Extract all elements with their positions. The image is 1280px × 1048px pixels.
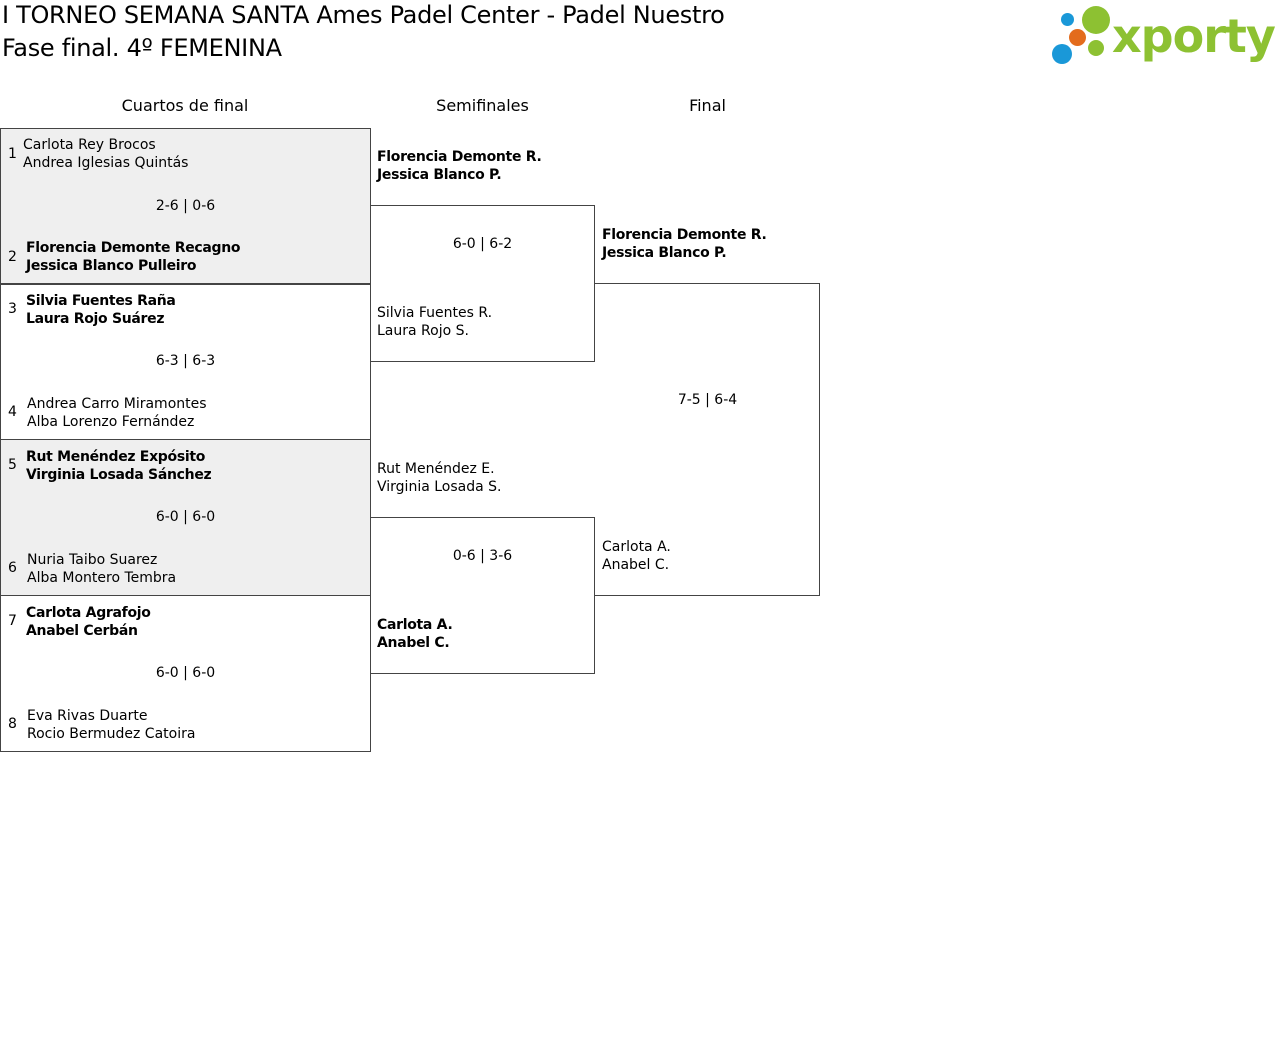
team-pair (27, 551, 176, 587)
bracket-line (370, 673, 595, 674)
team-pair-winner (26, 292, 176, 328)
player-name: Florencia Demonte R. (602, 227, 767, 243)
player-name: Silvia Fuentes R. (377, 305, 493, 321)
team-pair-winner (26, 448, 211, 484)
round-header-semifinals: Semifinales (436, 96, 529, 115)
semifinal-team (377, 460, 501, 496)
seed-number: 4 (8, 404, 17, 420)
quarterfinal-match[interactable] (0, 595, 371, 752)
player-name: Jessica Blanco P. (377, 167, 502, 183)
player-name: Nuria Taibo Suarez (27, 552, 158, 568)
round-header-quarterfinals: Cuartos de final (121, 96, 249, 115)
semifinal-team-winner (377, 616, 452, 652)
seed-number: 1 (8, 146, 17, 162)
player-name: Rocio Bermudez Catoira (27, 726, 196, 742)
final-score: 7-5 | 6-4 (677, 392, 738, 408)
player-name: Alba Lorenzo Fernández (27, 414, 195, 430)
player-name: Andrea Iglesias Quintás (23, 155, 189, 171)
team-pair-winner (26, 604, 151, 640)
xporty-logo[interactable] (1050, 4, 1278, 66)
player-name: Florencia Demonte R. (377, 149, 542, 165)
player-name: Rut Menéndez Expósito (26, 449, 206, 465)
seed-number: 8 (8, 716, 17, 732)
bracket-line (370, 517, 595, 518)
quarterfinal-match[interactable] (0, 128, 371, 285)
seed-number: 3 (8, 301, 17, 317)
team-pair (27, 707, 195, 743)
player-name: Rut Menéndez E. (377, 461, 495, 477)
match-score: 6-0 | 6-0 (155, 509, 216, 525)
player-name: Florencia Demonte Recagno (26, 240, 241, 256)
seed-number: 5 (8, 457, 17, 473)
player-name: Andrea Carro Miramontes (27, 396, 207, 412)
bracket-line (595, 283, 820, 284)
seed-number: 7 (8, 613, 17, 629)
player-name: Eva Rivas Duarte (27, 708, 148, 724)
team-pair (23, 136, 188, 172)
semifinal-team (377, 304, 492, 340)
tournament-title: I TORNEO SEMANA SANTA Ames Padel Center - Padel Nuestro (2, 1, 725, 29)
player-name: Jessica Blanco P. (602, 245, 727, 261)
bracket-line (819, 283, 820, 596)
match-score: 2-6 | 0-6 (155, 198, 216, 214)
round-header-final: Final (689, 96, 726, 115)
player-name: Carlota A. (377, 617, 453, 633)
player-name: Carlota A. (602, 539, 671, 555)
team-pair (27, 395, 207, 431)
match-score: 6-0 | 6-0 (155, 665, 216, 681)
logo-wordmark: xporty (1112, 9, 1275, 63)
player-name: Anabel Cerbán (26, 623, 138, 639)
match-score: 6-3 | 6-3 (155, 353, 216, 369)
player-name: Virginia Losada Sánchez (26, 467, 212, 483)
quarterfinal-match[interactable] (0, 439, 371, 596)
player-name: Laura Rojo Suárez (26, 311, 165, 327)
final-team (602, 538, 671, 574)
logo-dot-icon (1082, 6, 1110, 34)
player-name: Carlota Agrafojo (26, 605, 151, 621)
player-name: Virginia Losada S. (377, 479, 502, 495)
bracket-line (370, 205, 595, 206)
logo-dot-icon (1069, 29, 1086, 46)
player-name: Jessica Blanco Pulleiro (26, 258, 197, 274)
player-name: Carlota Rey Brocos (23, 137, 156, 153)
player-name: Alba Montero Tembra (27, 570, 177, 586)
phase-title: Fase final. 4º FEMENINA (2, 34, 282, 62)
final-team (602, 226, 766, 262)
logo-dot-icon (1061, 13, 1074, 26)
player-name: Laura Rojo S. (377, 323, 469, 339)
team-pair-winner (26, 239, 240, 275)
seed-number: 2 (8, 249, 17, 265)
logo-dot-icon (1052, 44, 1072, 64)
semifinal-team-winner (377, 148, 541, 184)
seed-number: 6 (8, 560, 17, 576)
bracket-line (595, 595, 820, 596)
player-name: Anabel C. (602, 557, 670, 573)
semifinal-score: 6-0 | 6-2 (452, 236, 513, 252)
player-name: Anabel C. (377, 635, 450, 651)
quarterfinal-match[interactable] (0, 283, 371, 440)
semifinal-score: 0-6 | 3-6 (452, 548, 513, 564)
player-name: Silvia Fuentes Raña (26, 293, 176, 309)
logo-dot-icon (1088, 40, 1104, 56)
bracket-line (370, 361, 595, 362)
